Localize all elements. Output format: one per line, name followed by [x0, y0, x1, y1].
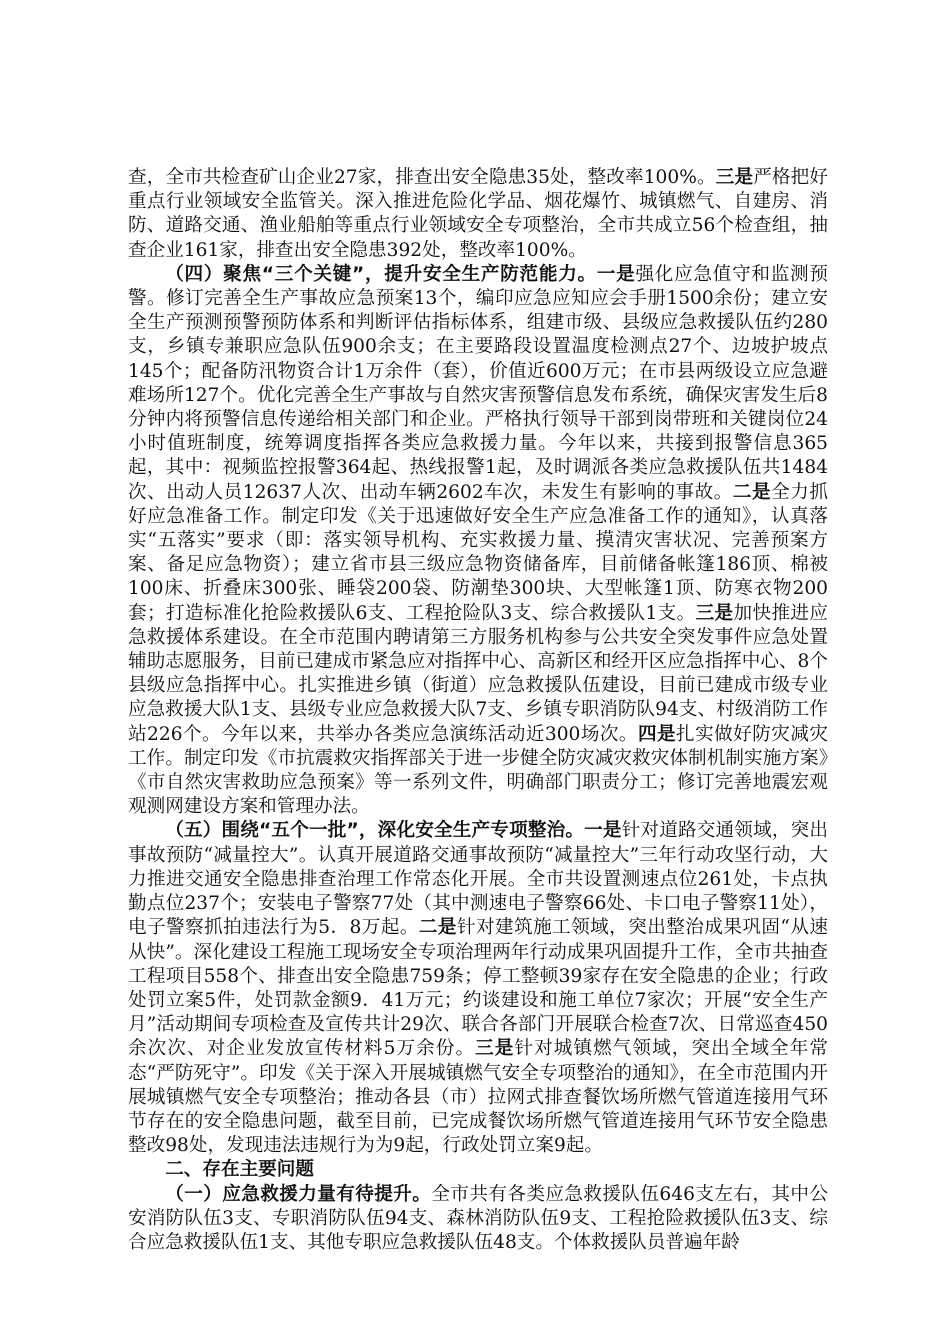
text-run: 强化应急值守和监测预警。修订完善全生产事故应急预案13个，编印应急应知应会手册1500余份；建立安全生产预测预警预防体系和判断评估指标体系，组建市级、县级应急救援队伍约280支，乡镇专兼职应急队伍900余支；在主要路段设置温度检测点27个、边坡护坡点145个；配备防汛物资合计1万余件（套），价值近600万元；在市县两级设立应急避难场所127个。优化完善全生产事故与自然灾害预警信息发布系统，确保灾害发生后8分钟内将预警信息传递给相关部门和企业。严格执行领导干部到岗带班和关键岗位24小时值班制度，统筹调度指挥各类应急救援力量。今年以来，共接到报警信息365起，其中：视频监控报警364起、热线报警1起，及时调派各类应急救援队伍共1484次、出动人员12637人次、出动车辆2602车次，未发生有影响的事故。 [128, 263, 828, 503]
text-run: 严格把好重点行业领域安全监管关。深入推进危险化学品、烟花爆竹、城镇燃气、自建房、消防、道路交通、渔业船舶等重点行业领域安全专项整治，全市共成立56个检查组，抽查企业161家，排查出安全隐患392处，整改率100%。 [128, 167, 828, 261]
paragraph-rescue-capacity [128, 1183, 828, 1256]
bold-run: 二是 [418, 917, 457, 939]
section-heading-four: （四）聚焦“三个关键”，提升安全生产防范能力。一是 [165, 263, 636, 285]
paragraph-section-four [128, 263, 828, 820]
text-run: 全市共有各类应急救援队伍646支左右，其中公安消防队伍3支、专职消防队伍94支、森林消防队伍9支、工程抢险救援队伍3支、综合应急救援队伍1支、其他专职应急救援队伍48支。个体救援队员普遍年龄 [128, 1183, 828, 1253]
section-heading-main-problems: 二、存在主要问题 [165, 1159, 314, 1181]
bold-run: 四是 [637, 723, 677, 745]
section-heading-five: （五）围绕“五个一批”，深化安全生产专项整治。一是 [165, 820, 622, 842]
text-run: 扎实做好防灾减灾工作。制定印发《市抗震救灾指挥部关于进一步健全防灾减灾救灾体制机制实施方案》《市自然灾害救助应急预案》等一系列文件，明确部门职责分工；修订完善地震宏观观测网建设方案和管理办法。 [128, 723, 828, 818]
text-run: 针对建筑施工领域，突出整治成果巩固“从速从快”。深化建设工程施工现场安全专项治理两年行动成果巩固提升工作，全市共抽查工程项目558个、排查出安全隐患759条；停工整顿39家存在安全隐患的企业；行政处罚立案5件，处罚款金额9．41万元；约谈建设和施工单位7家次；开展“安全生产月”活动期间专项检查及宣传共计29次、联合各部门开展联合检查7次、日常巡查450余次次、对企业发放宣传材料5万余份。 [128, 917, 828, 1060]
paragraph-section-five [128, 819, 828, 1158]
subsection-heading-one: （一）应急救援力量有待提升。 [165, 1183, 432, 1205]
text-run: 全力抓好应急准备工作。制定印发《关于迅速做好安全生产应急准备工作的通知》，认真落实“五落实”要求（即：落实领导机构、充实救援力量、摸清灾害状况、完善预案方案、备足应急物资）；建立省市县三级应急物资储备库，目前储备帐篷186顶、棉被100床、折叠床300张、睡袋200袋、防潮垫300块、大型帐篷1顶、防寒衣物200套；打造标准化抢险救援队6支、工程抢险队3支、综合救援队1支。 [128, 481, 828, 624]
bold-run: 三是 [715, 167, 754, 188]
text-run: 针对道路交通领域，突出事故预防“减量控大”。认真开展道路交通事故预防“减量控大”三年行动攻坚行动，大力推进交通安全隐患排查治理工作常态化开展。全市共设置测速点位261处，卡点执勤点位237个；安装电子警察77处（其中测速电子警察66处、卡口电子警察11处），电子警察抓拍违法行为5．8万起。 [128, 820, 828, 939]
text-run: 查，全市共检查矿山企业27家，排查出安全隐患35处，整改率100%。 [128, 167, 716, 188]
document-body [128, 166, 828, 1255]
text-run: 针对城镇燃气领域，突出全域全年常态“严防死守”。印发《关于深入开展城镇燃气安全专项整治的通知》，在全市范围内开展城镇燃气安全专项整治；推动各县（市）拉网式排查餐饮场所燃气管道连接用气环节存在的安全隐患问题，截至目前，已完成餐饮场所燃气管道连接用气环节安全隐患整改98处，发现违法违规行为为9起，行政处罚立案9起。 [128, 1038, 828, 1157]
bold-run: 二是 [732, 481, 772, 503]
text-run: 加快推进应急救援体系建设。在全市范围内聘请第三方服务机构参与公共安全突发事件应急处置辅助志愿服务，目前已建成市紧急应对指挥中心、高新区和经开区应急指挥中心、8个县级应急指挥中心。扎实推进乡镇（街道）应急救援队伍建设，目前已建成市级专业应急救援大队1支、县级专业应急救援大队7支、乡镇专职消防队94支、村级消防工作站226个。今年以来，共举办各类应急演练活动近300场次。 [128, 602, 828, 745]
paragraph-mine-inspection [128, 166, 828, 263]
bold-run: 三是 [695, 602, 734, 624]
bold-run: 三是 [475, 1038, 515, 1060]
